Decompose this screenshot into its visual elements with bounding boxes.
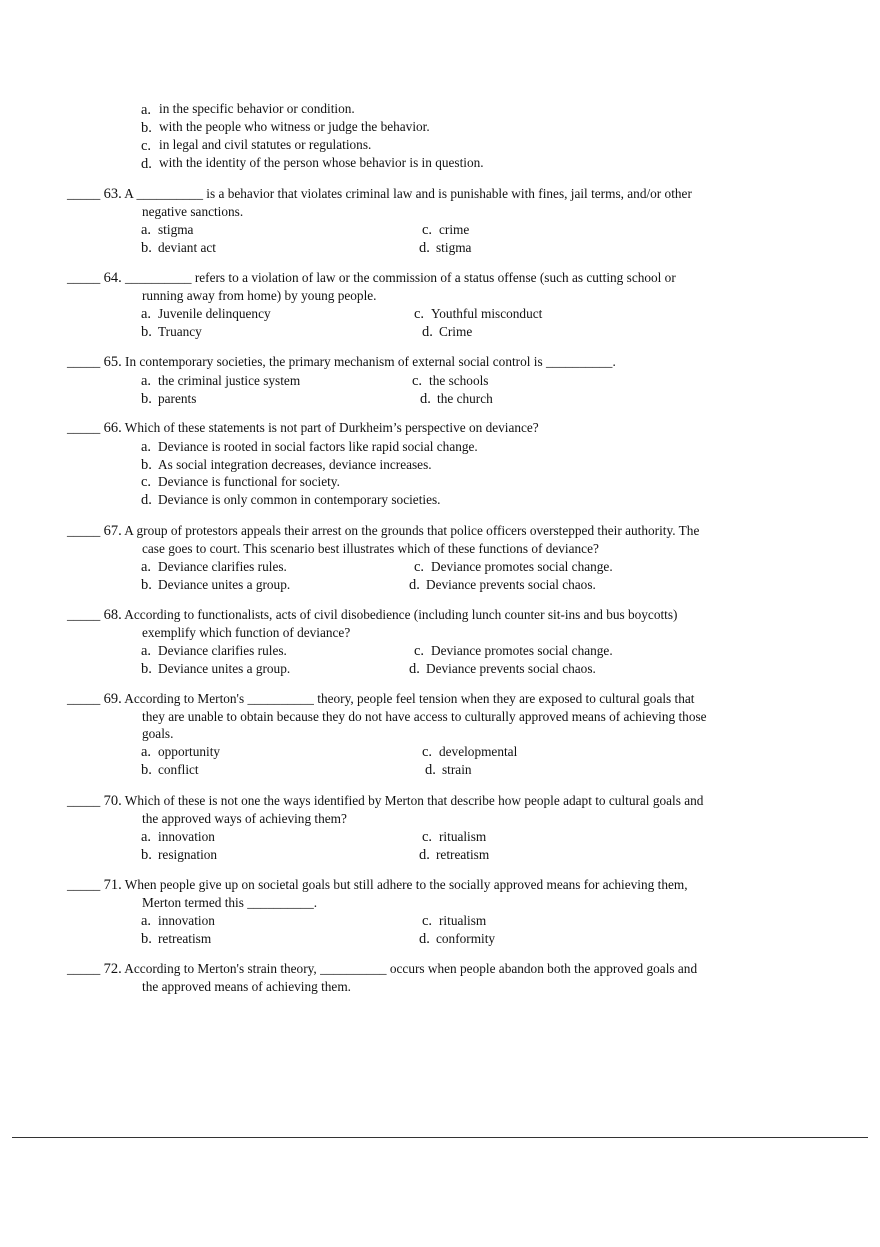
question-number: 68. [103,607,122,623]
question-text: In contemporary societies, the primary mechanism of external social control is __________. [125,354,616,369]
question-text: Which of these statements is not part of Durkheim’s perspective on deviance? [124,420,539,435]
question-71 [67,876,747,947]
answer-blank: _____ [67,186,101,201]
question-text: When people give up on societal goals but still adhere to the socially approved means for achieving them, [124,877,688,892]
question-text-cont: exemplify which function of deviance? [142,625,351,640]
option-a: a. Deviance is rooted in social factors like rapid social change. [141,439,478,455]
option-b: b. resignation [141,846,218,863]
question-67 [67,522,747,593]
option-b: b. As social integration decreases, deviance increases. [141,456,432,473]
answer-blank: _____ [67,523,101,538]
option-a: a. opportunity [141,744,221,760]
question-text-cont: Merton termed this __________. [142,895,318,910]
option-a: a. innovation [141,829,215,845]
option-c: c. crime [422,222,470,238]
question-64 [67,269,747,340]
option-d: d. strain [425,761,472,778]
option-c: c. Deviance is functional for society. [141,474,340,490]
option-letter: d. [141,156,152,172]
footer-divider [12,1137,868,1138]
option-a: a. stigma [141,222,194,238]
question-text: According to functionalists, acts of civil disobedience (including lunch counter sit-ins and bus boycotts) [124,607,678,622]
question-number: 71. [103,877,122,893]
option-a: a. Deviance clarifies rules. [141,559,287,575]
question-number: 67. [103,523,122,539]
option-d: d. Deviance prevents social chaos. [409,660,596,677]
option-c: c. the schools [412,373,489,389]
answer-blank: _____ [67,691,101,706]
question-text: A group of protestors appeals their arrest on the grounds that police officers overstepped their authority. The [124,523,700,538]
answer-blank: _____ [67,420,101,435]
option-b: b. Deviance unites a group. [141,576,291,593]
answer-blank: _____ [67,270,101,285]
option-d: d. retreatism [419,846,490,863]
option-b: b. retreatism [141,930,212,947]
option-c: c. ritualism [422,913,487,929]
question-number: 64. [103,270,122,286]
option-letter: b. [141,120,152,136]
option-a [141,100,761,118]
answer-blank: _____ [67,354,101,369]
question-number: 72. [103,961,122,977]
option-b: b. deviant act [141,239,216,256]
question-text: According to Merton's __________ theory, people feel tension when they are exposed to cultural goals that [124,691,695,706]
question-text: According to Merton's strain theory, __________ occurs when people abandon both the approved goals and [124,961,698,976]
question-text-cont: the approved ways of achieving them? [142,811,347,826]
option-text: with the identity of the person whose behavior is in question. [159,155,484,170]
option-c: c. Deviance promotes social change. [414,559,613,575]
question-text: A __________ is a behavior that violates criminal law and is punishable with fines, jail terms, and/or other [124,186,692,201]
option-c: c. Deviance promotes social change. [414,643,613,659]
option-a: a. the criminal justice system [141,373,301,389]
option-b: b. parents [141,390,197,407]
option-d: d. Deviance prevents social chaos. [409,576,596,593]
option-c: c. ritualism [422,829,487,845]
question-text: __________ refers to a violation of law or the commission of a status offense (such as cutting school or [125,270,676,285]
question-text: Which of these is not one the ways identified by Merton that describe how people adapt to cultural goals and [124,793,704,808]
option-c: c. developmental [422,744,518,760]
question-number: 66. [103,420,122,436]
question-text-cont: running away from home) by young people. [142,288,377,303]
question-number: 70. [103,793,122,809]
option-text: in legal and civil statutes or regulations. [159,137,372,152]
option-b: b. Truancy [141,323,202,340]
option-b: b. Deviance unites a group. [141,660,291,677]
question-text-cont: they are unable to obtain because they do not have access to culturally approved means of achieving those [142,709,707,724]
option-d: d. Crime [422,323,473,340]
question-number: 69. [103,691,122,707]
option-text: in the specific behavior or condition. [159,101,355,116]
option-c: c. Youthful misconduct [414,306,543,322]
option-a: a. Juvenile delinquency [141,306,271,322]
option-a: a. Deviance clarifies rules. [141,643,287,659]
option-letter: c. [141,138,152,154]
option-d: d. stigma [419,239,472,256]
question-63 [67,185,747,256]
answer-blank: _____ [67,793,101,808]
question-70 [67,792,747,863]
option-b: b. conflict [141,761,199,778]
option-letter: a. [141,102,152,118]
option-b [141,118,761,136]
option-d: d. Deviance is only common in contemporary societies. [141,491,441,508]
option-d: d. conformity [419,930,496,947]
question-68 [67,606,747,677]
option-d: d. the church [420,390,493,407]
question-number: 63. [103,186,122,202]
question-69 [67,690,747,778]
question-number: 65. [103,354,122,370]
answer-blank: _____ [67,961,101,976]
question-text-cont: case goes to court. This scenario best illustrates which of these functions of deviance? [142,541,599,556]
question-72 [67,960,747,995]
option-c [141,136,761,154]
option-text: with the people who witness or judge the behavior. [159,119,430,134]
question-text-cont: negative sanctions. [142,204,244,219]
option-d [141,154,761,172]
question-65 [67,353,747,407]
answer-blank: _____ [67,877,101,892]
question-66 [67,419,747,508]
option-a: a. innovation [141,913,215,929]
previous-question-options [141,100,761,172]
question-text-cont: goals. [142,726,174,741]
answer-blank: _____ [67,607,101,622]
question-text-cont: the approved means of achieving them. [142,979,351,994]
